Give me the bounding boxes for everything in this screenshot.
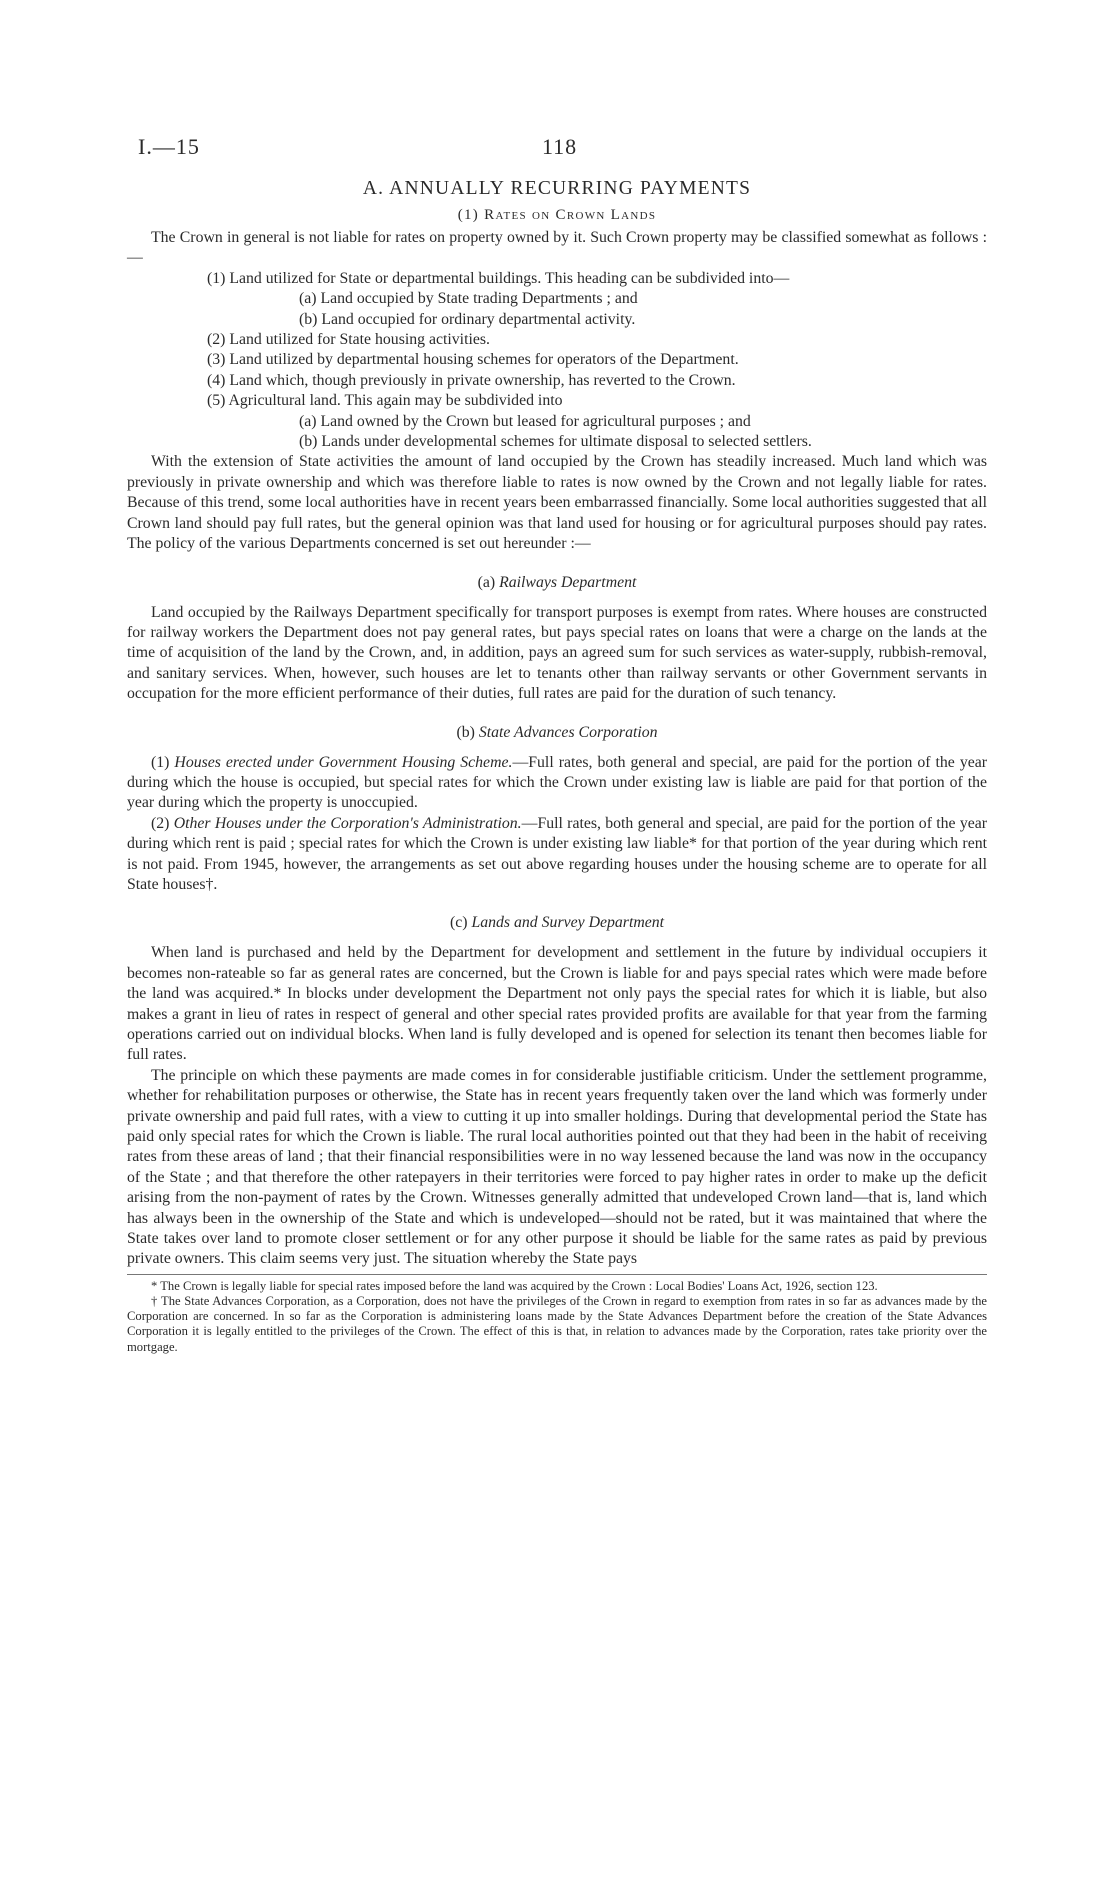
page-body <box>127 176 987 1355</box>
extension-paragraph: With the extension of State activities the amount of land occupied by the Crown has steadily increased. Much land which was previously in private ownership and which was therefore liable to rates is now owned by the Crown and not legally liable for rates. Because of this trend, some local authorities have in recent years been embarrassed financially. Some local authorities suggested that all Crown land should pay full rates, but the general opinion was that land used for housing or for agricultural purposes should pay rates. The policy of the various Departments concerned is set out hereunder :— <box>127 453 987 553</box>
list-item-5b: (b) Lands under developmental schemes for ultimate disposal to selected settlers. <box>299 433 812 451</box>
footnote-2: † The State Advances Corporation, as a Corporation, does not have the privileges of the Crown in regard to exemption from rates in so far as advances made by the Corporation are concerned. In so far as the Corporation is administering loans made by the State Advances Department before the creation of the State Advances Corporation it is legally entitled to the privileges of the Crown. The effect of this is that, in relation to advances made by the Corporation, rates take priority over the mortgage. <box>127 1294 987 1354</box>
page-title: A. ANNUALLY RECURRING PAYMENTS <box>362 178 752 199</box>
section-heading-lands-survey <box>127 913 987 933</box>
state-advances-paragraph-1 <box>127 753 987 814</box>
list-item-4: (4) Land which, though previously in private ownership, has reverted to the Crown. <box>207 371 736 389</box>
list-item-1a: (a) Land occupied by State trading Departments ; and <box>299 290 638 308</box>
list-item-3: (3) Land utilized by departmental housing schemes for operators of the Department. <box>207 351 739 369</box>
p1-number: (1) <box>151 753 170 771</box>
list-item-2: (2) Land utilized for State housing activities. <box>207 331 490 349</box>
section-c-title: Lands and Survey Department <box>471 914 665 932</box>
footnote-divider <box>127 1274 987 1275</box>
section-b-label: (b) <box>456 723 475 741</box>
section-heading-railways <box>127 573 987 593</box>
p1-title: Houses erected under Government Housing Scheme. <box>174 753 513 771</box>
lands-survey-paragraph-2: The principle on which these payments are made comes in for considerable justifiable criticism. Under the settlement programme, whether for rehabilitation purposes or otherwise, the State has in recent years frequently taken over the land which was formerly under private ownership and paid full rates, with a view to cutting it up into smaller holdings. During that developmental period the State has paid only special rates for which the Crown is liable. The rural local authorities pointed out that they had been in the habit of receiving rates from these areas of land ; that their financial responsibilities were in no way lessened because the land was now in the occupancy of the State ; and that therefore the other ratepayers in their territories were forced to pay higher rates in order to make up the deficit arising from the non-payment of rates by the Crown. Witnesses generally admitted that undeveloped Crown land—that is, land which has always been in the ownership of the State and which is undeveloped—should not be rated, but it was maintained that where the State takes over land to promote closer settlement or for any other purpose it should be liable for the same rates as paid by previous private owners. This claim seems very just. The situation whereby the State pays <box>127 1066 987 1268</box>
list-item-5a: (a) Land owned by the Crown but leased for agricultural purposes ; and <box>299 412 751 430</box>
section-a-title: Railways Department <box>499 573 637 591</box>
p2-body: —Full rates, both general and special, are paid for the portion of the year during which rent is paid ; special rates for which the Crown is under existing law liable* for that portion of the year during which rent is not paid. From 1945, however, the arrangements as set out above regarding houses under the housing scheme are to operate for all State houses†. <box>127 814 987 893</box>
intro-paragraph: The Crown in general is not liable for rates on property owned by it. Such Crown property may be classified somewhat as follows :— <box>127 229 987 267</box>
list-item-1: (1) Land utilized for State or departmental buildings. This heading can be subdivided into— <box>207 269 790 287</box>
list-item-1b: (b) Land occupied for ordinary departmental activity. <box>299 310 636 328</box>
subtitle-number: (1) <box>457 207 480 223</box>
page-subtitle <box>127 204 987 226</box>
p1-body: —Full rates, both general and special, are paid for the portion of the year during which the house is occupied, but special rates for which the Crown under existing law is liable are paid for that portion of the year during which the property is unoccupied. <box>127 753 987 812</box>
section-a-label: (a) <box>477 573 496 591</box>
p2-title: Other Houses under the Corporation's Administration. <box>173 814 522 832</box>
section-b-title: State Advances Corporation <box>478 723 658 741</box>
list-item-5: (5) Agricultural land. This again may be subdivided into <box>207 392 563 410</box>
footnote-1: * The Crown is legally liable for special rates imposed before the land was acquired by the Crown : Local Bodies' Loans Act, 1926, section 123. <box>151 1278 878 1293</box>
section-heading-state-advances <box>127 723 987 743</box>
p2-number: (2) <box>151 814 170 832</box>
railways-paragraph: Land occupied by the Railways Department specifically for transport purposes is exempt from rates. Where houses are constructed for railway workers the Department does not pay general rates, but pays special rates on loans that were a charge on the lands at the time of acquisition of the land by the Crown, and, in addition, pays an agreed sum for such services as water-supply, rubbish-removal, and sanitary services. When, however, such houses are let to tenants other than railway servants or other Government servants in occupation for the more efficient performance of their duties, full rates are paid for the duration of such tenancy. <box>127 603 987 703</box>
section-c-label: (c) <box>449 914 468 932</box>
state-advances-paragraph-2 <box>127 814 987 896</box>
lands-survey-paragraph-1: When land is purchased and held by the Department for development and settlement in the future by individual occupiers it becomes non-rateable so far as general rates are concerned, but the Crown is liable for and pays special rates which were made before the land was acquired.* In blocks under development the Department not only pays the special rates for which it is liable, but also makes a grant in lieu of rates in respect of general and other special rates provided profits are available for that year from the farming operations carried out on individual blocks. When land is fully developed and is opened for selection its tenant then becomes liable for full rates. <box>127 944 987 1064</box>
document-reference: I.—15 <box>138 134 200 159</box>
subtitle-text: Rates on Crown Lands <box>484 207 657 223</box>
page-number: 118 <box>542 134 578 159</box>
